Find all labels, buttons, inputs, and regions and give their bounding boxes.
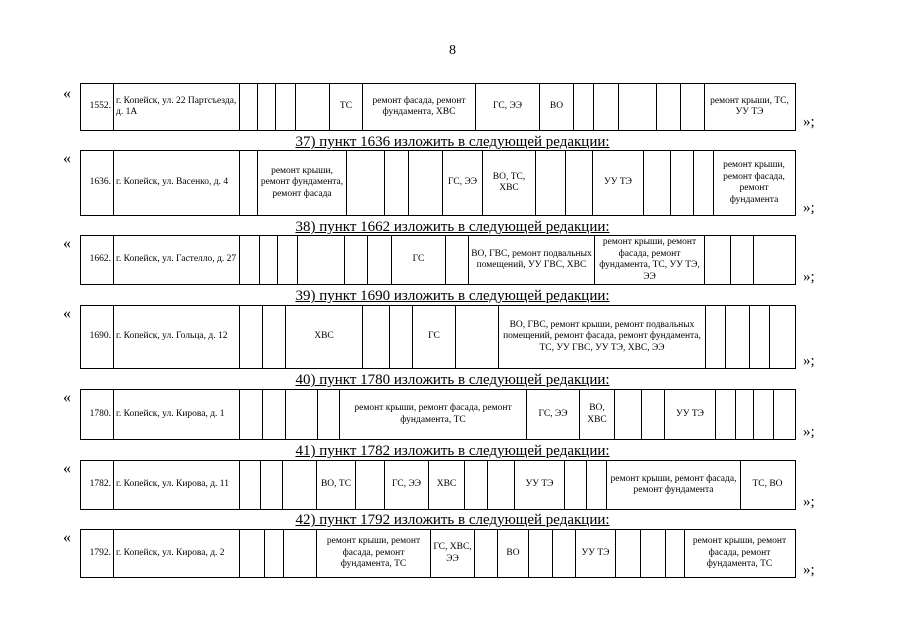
table-cell xyxy=(536,151,566,215)
table-cell xyxy=(615,390,642,439)
table-cell xyxy=(258,84,276,130)
row-number: 1636. xyxy=(81,151,114,215)
open-quote: « xyxy=(63,389,71,406)
table-cell xyxy=(657,84,681,130)
row-address: г. Копейск, ул. Гольца, д. 12 xyxy=(114,306,240,368)
table-cell xyxy=(456,306,499,368)
close-quote: »; xyxy=(803,353,815,369)
table-cell xyxy=(368,236,392,284)
close-quote: »; xyxy=(803,424,815,440)
table-cell xyxy=(666,530,685,577)
table-cell: ГС, ЭЭ xyxy=(527,390,580,439)
open-quote: « xyxy=(63,460,71,477)
table-cell xyxy=(278,236,298,284)
close-quote: »; xyxy=(803,269,815,285)
row-number: 1792. xyxy=(81,530,114,577)
table-cell xyxy=(347,151,385,215)
table-cell xyxy=(566,151,593,215)
table-cell: ВО, ГВС, ремонт подвальных помещений, УУ ГВС, ХВС xyxy=(469,236,595,284)
row-number: 1690. xyxy=(81,306,114,368)
open-quote: « xyxy=(63,235,71,252)
table-cell: ремонт фасада, ремонт фундамента, ХВС xyxy=(363,84,476,130)
table-cell xyxy=(565,461,587,509)
table-cell xyxy=(283,461,317,509)
row-address: г. Копейск, ул. 22 Партсъезда, д. 1А xyxy=(114,84,240,130)
table-cell xyxy=(390,306,413,368)
table-row xyxy=(80,83,796,131)
table-cell xyxy=(750,306,770,368)
table-cell: ВО, ТС xyxy=(317,461,356,509)
table-cell: УУ ТЭ xyxy=(593,151,644,215)
table-cell: ремонт крыши, ТС, УУ ТЭ xyxy=(710,95,789,117)
row-number: 1782. xyxy=(81,461,114,509)
table-cell xyxy=(446,236,469,284)
table-cell xyxy=(694,151,714,215)
table-cell xyxy=(716,390,736,439)
table-cell xyxy=(553,530,576,577)
open-quote: « xyxy=(63,305,71,322)
close-quote: »; xyxy=(803,200,815,216)
table-cell xyxy=(286,390,318,439)
section-heading: 42) пункт 1792 изложить в следующей редакции: xyxy=(295,512,610,528)
table-cell: ВО xyxy=(540,84,574,130)
table-cell xyxy=(594,84,619,130)
table-cell: ремонт крыши, ремонт фасада, ремонт фундамента xyxy=(607,461,741,509)
table-cell xyxy=(770,306,794,368)
table-cell xyxy=(296,84,330,130)
table-cell: ГС, ХВС, ЭЭ xyxy=(431,530,475,577)
page-number: 8 xyxy=(449,43,456,58)
table-cell xyxy=(671,151,694,215)
table-cell xyxy=(616,530,641,577)
table-cell: ГС, ЭЭ xyxy=(443,151,483,215)
row-number: 1780. xyxy=(81,390,114,439)
table-cell: ВО, ГВС, ремонт крыши, ремонт подвальных помещений, ремонт фасада, ремонт фундамента, ТС, УУ ГВС, УУ ТЭ, ХВС, ЭЭ xyxy=(499,306,706,368)
row-address: г. Копейск, ул. Васенко, д. 4 xyxy=(114,151,240,215)
table-cell xyxy=(465,461,488,509)
close-quote: »; xyxy=(803,114,815,130)
table-cell xyxy=(642,390,665,439)
table-cell xyxy=(298,236,345,284)
close-quote: »; xyxy=(803,562,815,578)
table-row xyxy=(80,235,796,285)
table-cell xyxy=(345,236,368,284)
table-cell xyxy=(385,151,409,215)
open-quote: « xyxy=(63,85,71,102)
table-row xyxy=(80,389,796,440)
table-cell xyxy=(240,306,263,368)
table-cell xyxy=(284,530,317,577)
row-number: 1552. xyxy=(81,84,114,130)
table-cell xyxy=(356,461,385,509)
table-cell xyxy=(260,236,278,284)
table-cell: ВО xyxy=(498,530,529,577)
section-heading: 40) пункт 1780 изложить в следующей редакции: xyxy=(295,372,610,388)
table-cell: ВО, ТС, ХВС xyxy=(483,151,536,215)
table-cell: ГС, ЭЭ xyxy=(476,84,540,130)
row-address: г. Копейск, ул. Кирова, д. 2 xyxy=(114,530,240,577)
table-cell xyxy=(644,151,671,215)
table-cell xyxy=(363,306,390,368)
table-cell: ГС xyxy=(413,306,456,368)
table-cell: ГС, ЭЭ xyxy=(385,461,429,509)
table-cell: ТС xyxy=(330,84,363,130)
table-cell xyxy=(726,306,750,368)
table-row xyxy=(80,460,796,510)
table-cell xyxy=(754,236,794,284)
row-number: 1662. xyxy=(81,236,114,284)
table-cell xyxy=(736,390,754,439)
table-cell xyxy=(619,84,657,130)
table-cell xyxy=(587,461,607,509)
section-heading: 39) пункт 1690 изложить в следующей редакции: xyxy=(295,288,610,304)
table-cell xyxy=(488,461,515,509)
table-cell xyxy=(240,390,263,439)
table-cell xyxy=(706,306,726,368)
open-quote: « xyxy=(63,529,71,546)
table-cell xyxy=(681,84,705,130)
table-cell xyxy=(263,390,286,439)
table-cell: ГС xyxy=(392,236,446,284)
table-cell: ВО, ХВС xyxy=(580,390,615,439)
table-cell xyxy=(529,530,553,577)
table-cell xyxy=(276,84,296,130)
table-cell xyxy=(754,390,774,439)
table-cell xyxy=(774,390,794,439)
open-quote: « xyxy=(63,150,71,167)
table-cell: ремонт крыши, ремонт фасада, ремонт фундамента, ТС xyxy=(692,536,787,570)
table-cell xyxy=(261,461,283,509)
table-row xyxy=(80,305,796,369)
table-cell xyxy=(240,530,265,577)
table-cell: ТС, ВО xyxy=(752,479,783,490)
table-cell xyxy=(574,84,594,130)
table-cell: ремонт крыши, ремонт фасада, ремонт фундамента, ТС, УУ ТЭ, ЭЭ xyxy=(595,236,705,284)
table-cell: УУ ТЭ xyxy=(576,530,616,577)
table-cell xyxy=(318,390,340,439)
table-cell: УУ ТЭ xyxy=(665,390,716,439)
table-cell: ремонт крыши, ремонт фасада, ремонт фундамента xyxy=(723,160,785,205)
table-cell xyxy=(475,530,498,577)
table-cell xyxy=(641,530,666,577)
table-cell: ХВС xyxy=(286,306,363,368)
table-cell xyxy=(240,84,258,130)
table-cell xyxy=(263,306,286,368)
table-row xyxy=(80,529,796,578)
row-address: г. Копейск, ул. Кирова, д. 11 xyxy=(114,461,240,509)
table-row xyxy=(80,150,796,216)
close-quote: »; xyxy=(803,494,815,510)
table-cell: ремонт крыши, ремонт фасада, ремонт фундамента, ТС xyxy=(317,530,431,577)
table-cell: УУ ТЭ xyxy=(515,461,565,509)
section-heading: 37) пункт 1636 изложить в следующей редакции: xyxy=(295,134,610,150)
row-address: г. Копейск, ул. Гастелло, д. 27 xyxy=(114,236,240,284)
row-address: г. Копейск, ул. Кирова, д. 1 xyxy=(114,390,240,439)
table-cell xyxy=(409,151,443,215)
table-cell xyxy=(240,236,260,284)
table-cell xyxy=(705,236,731,284)
table-cell xyxy=(731,236,754,284)
section-heading: 41) пункт 1782 изложить в следующей редакции: xyxy=(295,443,610,459)
table-cell: ХВС xyxy=(429,461,465,509)
table-cell xyxy=(240,151,258,215)
table-cell: ремонт крыши, ремонт фасада, ремонт фундамента, ТС xyxy=(340,390,527,439)
table-cell xyxy=(240,461,261,509)
table-cell: ремонт крыши, ремонт фундамента, ремонт фасада xyxy=(258,151,347,215)
section-heading: 38) пункт 1662 изложить в следующей редакции: xyxy=(295,219,610,235)
table-cell xyxy=(265,530,284,577)
